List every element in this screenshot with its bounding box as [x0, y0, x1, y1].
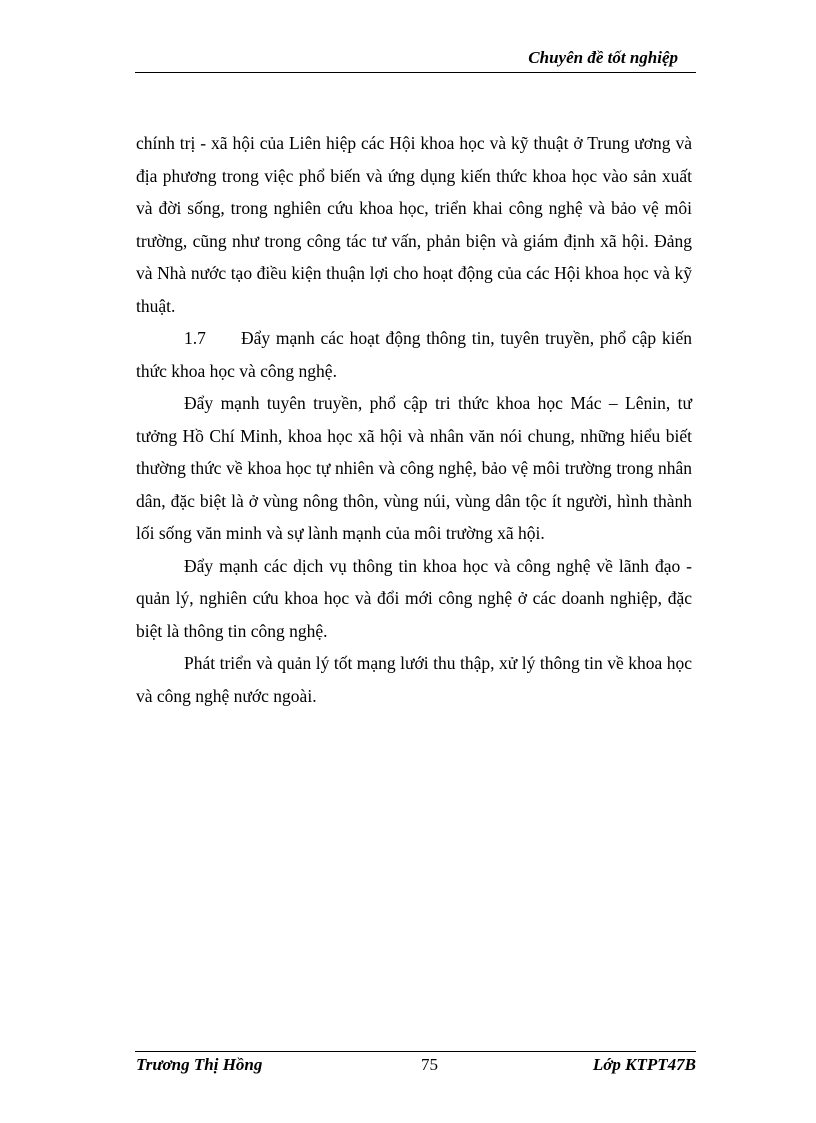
- paragraph-2: Đẩy mạnh tuyên truyền, phổ cập tri thức khoa học Mác – Lênin, tư tưởng Hồ Chí Minh, khoa học xã hội và nhân văn nói chung, những hiểu biết thường thức về khoa học tự nhiên và công nghệ, bảo vệ môi trường trong nhân dân, đặc biệt là ở vùng nông thôn, vùng núi, vùng dân tộc ít người, hình thành lối sống văn minh và sự lành mạnh của môi trường xã hội.: [136, 393, 692, 543]
- paragraph-4: Phát triển và quản lý tốt mạng lưới thu thập, xử lý thông tin về khoa học và công nghệ nước ngoài.: [136, 653, 692, 706]
- page-number: 75: [421, 1055, 438, 1074]
- footer-author: Trương Thị Hồng: [136, 1055, 263, 1074]
- document-body: [136, 127, 692, 712]
- header-rule: [135, 72, 696, 73]
- section-number: 1.7: [184, 328, 206, 348]
- header-title: Chuyên đề tốt nghiệp: [528, 48, 678, 67]
- section-title: Đẩy mạnh các hoạt động thông tin, tuyên truyền, phổ cập kiến thức khoa học và công nghệ.: [136, 328, 692, 381]
- paragraph-1: chính trị - xã hội của Liên hiệp các Hội khoa học và kỹ thuật ở Trung ương và địa phương trong việc phổ biến và ứng dụng kiến thức khoa học vào sản xuất và đời sống, trong nghiên cứu khoa học, triển khai công nghệ và bảo vệ môi trường, cũng như trong công tác tư vấn, phản biện và giám định xã hội. Đảng và Nhà nước tạo điều kiện thuận lợi cho hoạt động của các Hội khoa học và kỹ thuật.: [136, 133, 692, 316]
- footer-class: Lớp KTPT47B: [592, 1055, 696, 1074]
- footer-rule: [135, 1051, 696, 1052]
- section-heading: [136, 322, 692, 387]
- paragraph-3: Đẩy mạnh các dịch vụ thông tin khoa học và công nghệ về lãnh đạo - quản lý, nghiên cứu khoa học và đổi mới công nghệ ở các doanh nghiệp, đặc biệt là thông tin công nghệ.: [136, 555, 692, 641]
